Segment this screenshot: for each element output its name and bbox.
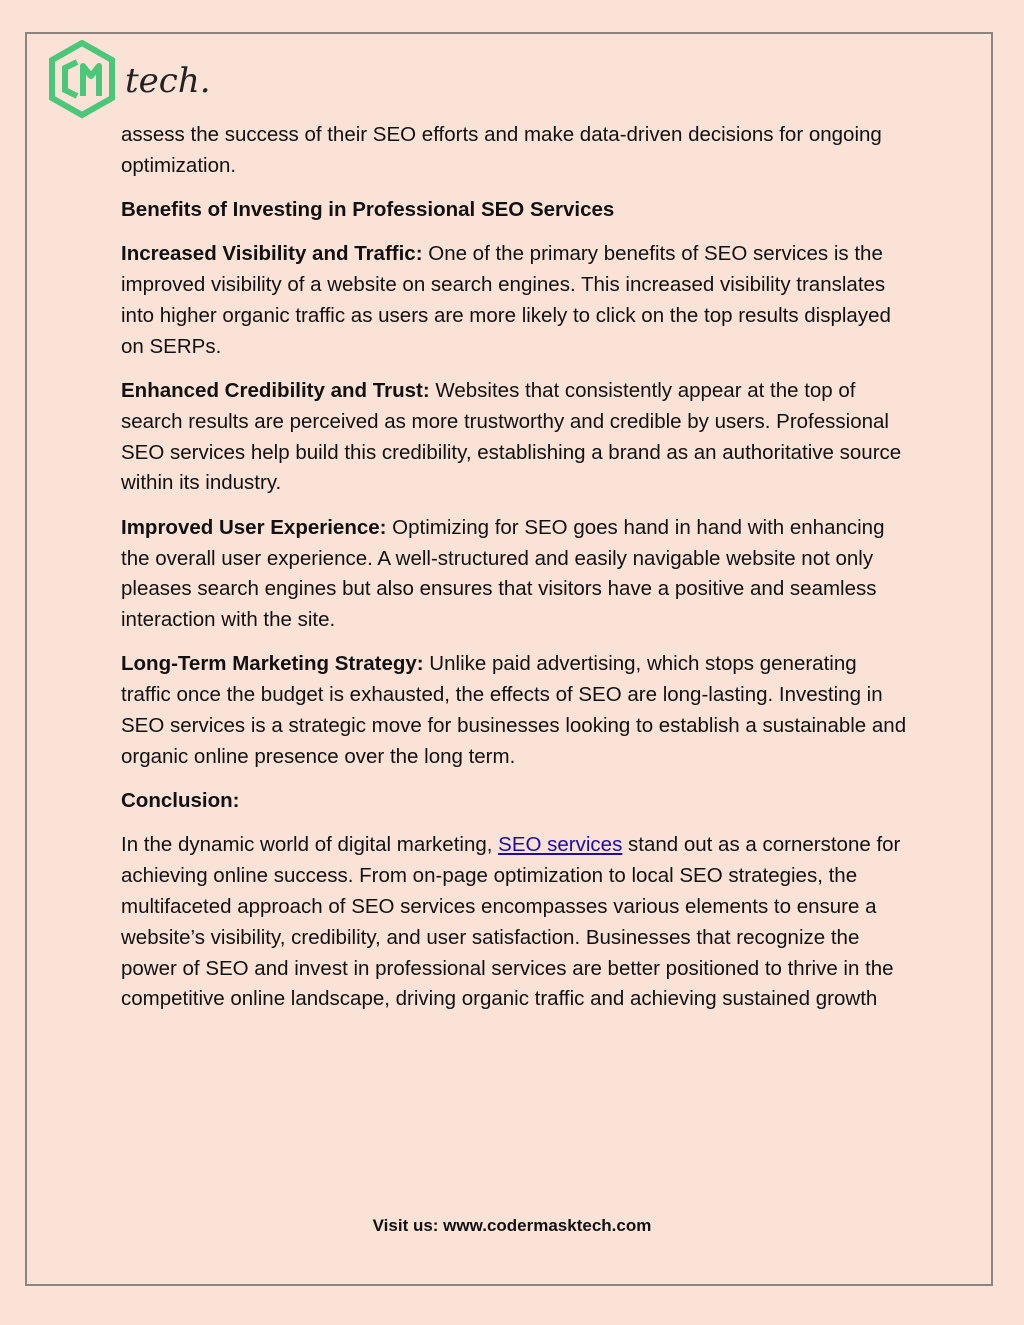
heading-text: Conclusion: bbox=[121, 789, 240, 813]
footer-visit-us: Visit us: www.codermasktech.com bbox=[372, 1216, 652, 1235]
conclusion-paragraph bbox=[121, 830, 911, 1015]
benefit-visibility bbox=[121, 239, 911, 362]
paragraph-text: stand out as a cornerstone for achieving online success. From on-page optimization to local SEO strategies, the multifaceted approach of SEO services encompasses various elements to ensure a website’s visibility, credibility, and user satisfaction. Businesses that recognize the power of SEO and invest in professional services are better positioned to thrive in the competitive online landscape, driving organic traffic and achieving sustained growth bbox=[121, 833, 901, 1011]
cm-tech-logo bbox=[47, 40, 217, 120]
logo-text: tech. bbox=[125, 61, 211, 101]
paragraph-text: In the dynamic world of digital marketing, bbox=[121, 833, 499, 857]
benefit-user-experience bbox=[121, 513, 911, 636]
heading-text: Benefits of Investing in Professional SEO Services bbox=[121, 198, 615, 222]
benefit-title: Enhanced Credibility and Trust: bbox=[121, 379, 430, 403]
benefit-text: Optimizing for SEO goes hand in hand with enhancing the overall user experience. A well-structured and easily navigable website not only pleases search engines but also ensures that visitors have a positive and seamless interaction with the site. bbox=[121, 515, 885, 632]
cm-hexagon-icon bbox=[52, 43, 112, 115]
benefit-text: One of the primary benefits of SEO services is the improved visibility of a website on search engines. This increased visibility translates into higher organic traffic as users are more likely to click on the top results displayed on SERPs. bbox=[121, 242, 891, 358]
section-heading-benefits bbox=[121, 195, 911, 226]
benefit-credibility bbox=[121, 376, 911, 499]
intro-paragraph bbox=[121, 120, 911, 182]
benefit-text: Websites that consistently appear at the top of search results are perceived as more trustworthy and credible by users. Professional SEO services help build this credibility, establishing a brand as an authoritative source within its industry. bbox=[121, 379, 902, 495]
document-body bbox=[121, 120, 911, 1029]
section-heading-conclusion bbox=[121, 786, 911, 817]
paragraph-text: assess the success of their SEO efforts and make data-driven decisions for ongoing optimization. bbox=[121, 123, 882, 177]
benefit-title: Increased Visibility and Traffic: bbox=[121, 242, 423, 266]
seo-services-link[interactable]: SEO services bbox=[498, 833, 623, 857]
benefit-title: Long-Term Marketing Strategy: bbox=[121, 652, 424, 676]
benefit-text: Unlike paid advertising, which stops generating traffic once the budget is exhausted, the effects of SEO are long-lasting. Investing in SEO services is a strategic move for businesses looking to establish a sustainable and organic online presence over the long term. bbox=[121, 652, 907, 768]
benefit-title: Improved User Experience: bbox=[121, 515, 387, 539]
benefit-long-term bbox=[121, 649, 911, 772]
